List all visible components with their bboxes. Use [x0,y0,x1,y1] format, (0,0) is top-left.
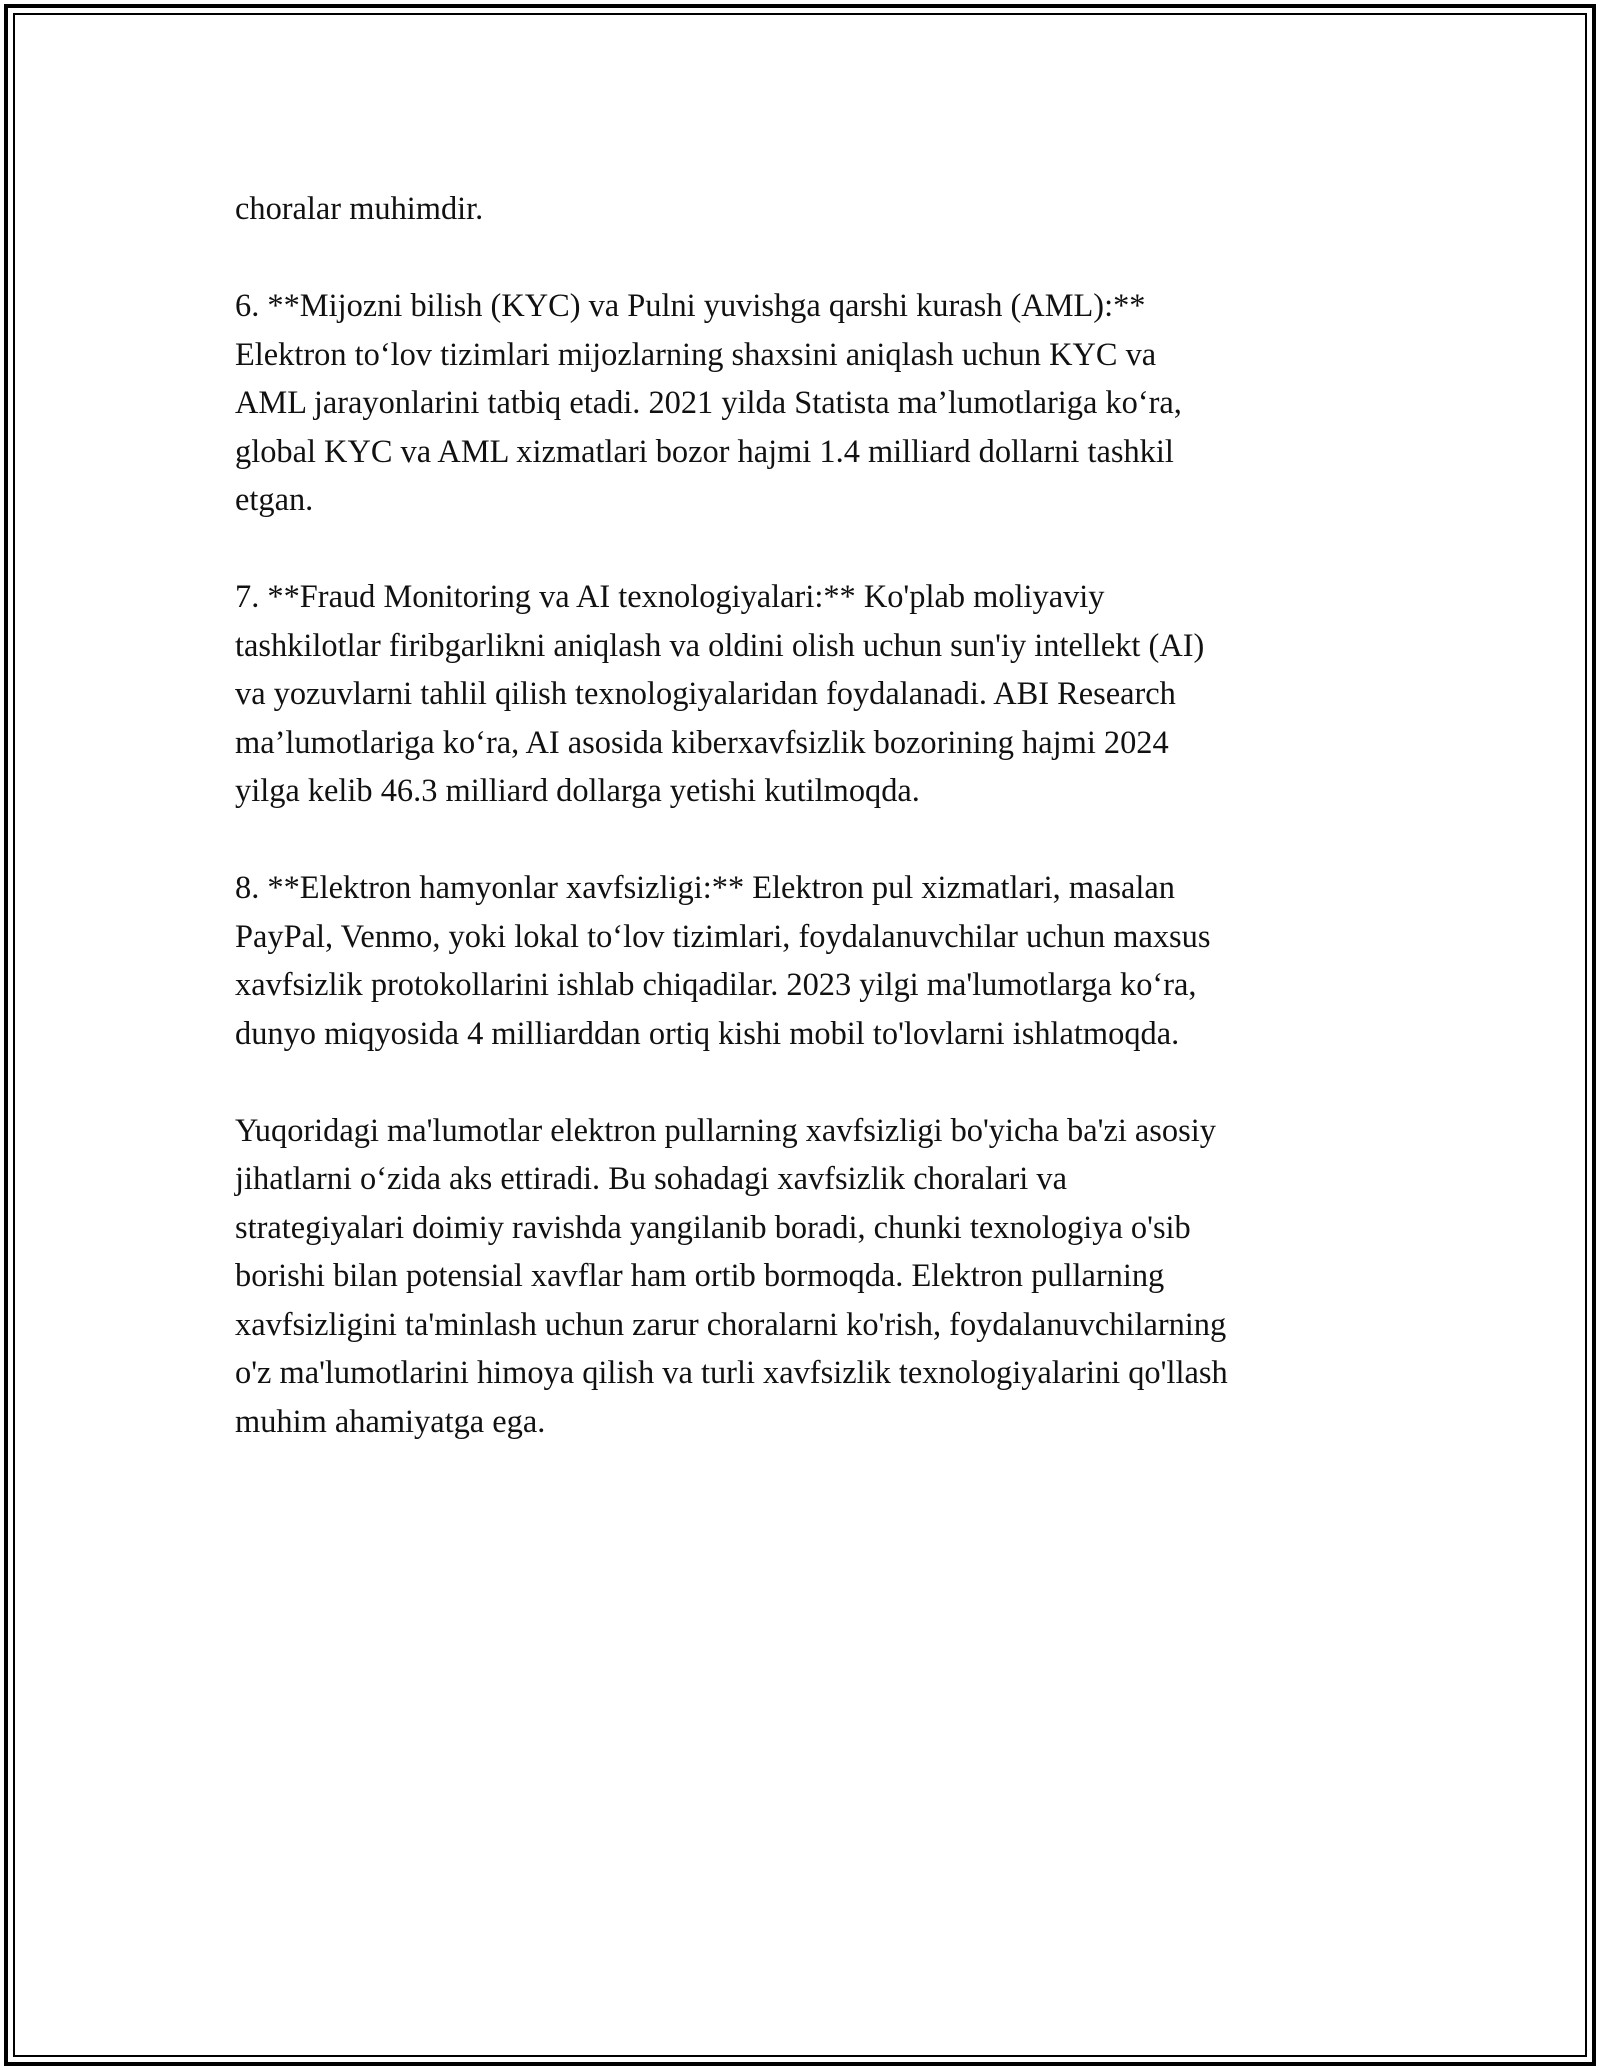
paragraph-fraud-monitoring: 7. **Fraud Monitoring va AI texnologiyalari:** Ko'plab moliyaviy tashkilotlar firibgarlikni aniqlash va oldini olish uchun sun'iy intellekt (AI) va yozuvlarni tahlil qilish texnologiyalaridan foydalanadi. ABI Research ma’lumotlariga ko‘ra, AI asosida kiberxavfsizlik bozorining hajmi 2024 yilga kelib 46.3 milliard dollarga yetishi kutilmoqda. [235,579,1205,809]
paragraph-continuation: choralar muhimdir. [235,191,484,227]
document-body [235,185,1385,1495]
paragraph-conclusion: Yuqoridagi ma'lumotlar elektron pullarning xavfsizligi bo'yicha ba'zi asosiy jihatlarni o‘zida aks ettiradi. Bu sohadagi xavfsizlik choralari va strategiyalari doimiy ravishda yangilanib boradi, chunki texnologiya o'sib borishi bilan potensial xavflar ham ortib bormoqda. Elektron pullarning xavfsizligini ta'minlash uchun zarur choralarni ko'rish, foydalanuvchilarning o'z ma'lumotlarini himoya qilish va turli xavfsizlik texnologiyalarini qo'llash muhim ahamiyatga ega. [235,1112,1228,1440]
paragraph-kyc-aml: 6. **Mijozni bilish (KYC) va Pulni yuvishga qarshi kurash (AML):** Elektron to‘lov tizimlari mijozlarning shaxsini aniqlash uchun KYC va AML jarayonlarini tatbiq etadi. 2021 yilda Statista ma’lumotlariga ko‘ra, global KYC va AML xizmatlari bozor hajmi 1.4 milliard dollarni tashkil etgan. [235,288,1182,518]
paragraph-e-wallets: 8. **Elektron hamyonlar xavfsizligi:** Elektron pul xizmatlari, masalan PayPal, Venmo, yoki lokal to‘lov tizimlari, foydalanuvchilar uchun maxsus xavfsizlik protokollarini ishlab chiqadilar. 2023 yilgi ma'lumotlarga ko‘ra, dunyo miqyosida 4 milliarddan ortiq kishi mobil to'lovlarni ishlatmoqda. [235,870,1211,1052]
